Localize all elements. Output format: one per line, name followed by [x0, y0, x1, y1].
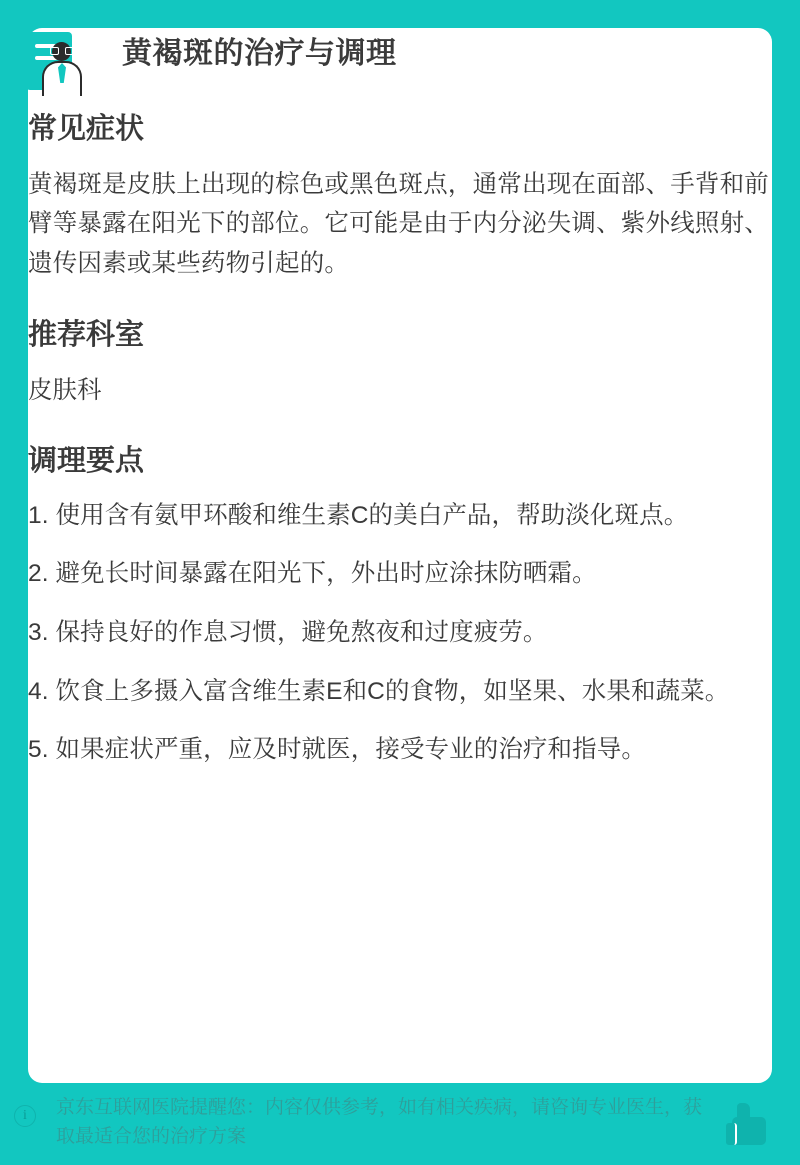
person-figure [40, 42, 84, 96]
document-person-icon [26, 32, 84, 96]
glasses-icon [50, 47, 74, 55]
care-tips-list [28, 497, 772, 771]
list-item: 1. 使用含有氨甲环酸和维生素C的美白产品，帮助淡化斑点。 [28, 501, 689, 529]
list-item: 4. 饮食上多摄入富含维生素E和C的食物，如坚果、水果和蔬菜。 [28, 677, 730, 705]
section-heading-symptoms: 常见症状 [28, 113, 145, 145]
list-item: 3. 保持良好的作息习惯，避免熬夜和过度疲劳。 [28, 619, 548, 647]
thumbs-up-icon[interactable] [726, 1103, 770, 1145]
section-heading-department: 推荐科室 [28, 318, 145, 351]
page-title: 黄褐斑的治疗与调理 [122, 37, 397, 70]
section-body-symptoms: 黄褐斑是皮肤上出现的棕色或黑色斑点，通常出现在面部、手背和前臂等暴露在阳光下的部位。它可能是由于内分泌失调、紫外线照射、遗传因素或某些药物引起的。 [28, 170, 769, 278]
section-body-department: 皮肤科 [28, 376, 102, 404]
article-content [28, 112, 772, 790]
list-item: 2. 避免长时间暴露在阳光下，外出时应涂抹防晒霜。 [28, 560, 597, 588]
section-heading-care-tips: 调理要点 [28, 444, 145, 477]
footer-disclaimer-text: 京东互联网医院提醒您：内容仅供参考，如有相关疾病，请咨询专业医生，获取最适合您的治疗方案 [56, 1097, 703, 1148]
list-item: 5. 如果症状严重，应及时就医，接受专业的治疗和指导。 [28, 736, 646, 764]
footer-disclaimer-bar [0, 1083, 800, 1165]
info-icon: i [14, 1105, 36, 1127]
